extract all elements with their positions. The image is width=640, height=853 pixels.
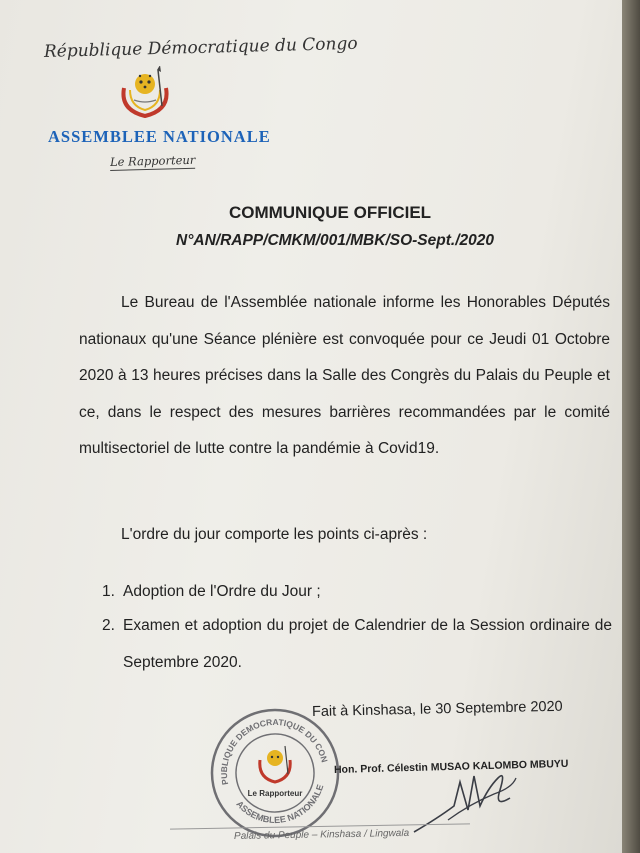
official-stamp — [208, 706, 342, 840]
stamp-top-text: REPUBLIQUE DEMOCRATIQUE DU CONGO — [218, 716, 330, 786]
page-shadow-edge — [622, 0, 640, 853]
communique-title: COMMUNIQUE OFFICIEL — [228, 203, 432, 222]
agenda-item — [102, 573, 612, 610]
stamp-emblem-icon — [260, 746, 290, 782]
stamp-bottom-text: ASSEMBLEE NATIONALE — [234, 783, 326, 826]
office-title: Le Rapporteur — [109, 152, 196, 169]
agenda-intro: L'ordre du jour comporte les points ci-après : — [121, 526, 428, 543]
republic-heading: République Démocratique du Congo — [43, 33, 358, 62]
agenda-item — [102, 607, 612, 681]
leopard-emblem-icon — [110, 66, 180, 122]
institution-name: ASSEMBLEE NATIONALE — [48, 127, 271, 146]
signatory-name: Hon. Prof. Célestin MUSAO KALOMBO MBUYU — [333, 757, 569, 776]
agenda-item-text: Adoption de l'Ordre du Jour ; — [123, 583, 321, 600]
agenda-item-number: 1. — [102, 583, 115, 600]
place-date: Fait à Kinshasa, le 30 Septembre 2020 — [311, 698, 563, 720]
agenda-item-text: Examen et adoption du projet de Calendrier de la Session ordinaire de Septembre 2020. — [123, 617, 612, 671]
communique-body: Le Bureau de l'Assemblée nationale informe les Honorables Députés nationaux qu'une Séance plénière est convoquée pour ce Jeudi 01 Octobre 2020 à 13 heures précises dans la Salle des Congrès du Palais du Peuple et ce, dans le respect des mesures barrières recommandées par le comité multisectoriel de lutte contre la pandémie à Covid19. — [79, 294, 610, 457]
footer-address: Palais du Peuple – Kinshasa / Lingwala — [233, 827, 410, 842]
svg-text:REPUBLIQUE DEMOCRATIQUE DU CON — [208, 706, 330, 789]
stamp-center-text: Le Rapporteur — [247, 789, 303, 798]
agenda-item-number: 2. — [102, 617, 115, 634]
communique-reference: N°AN/RAPP/CMKM/001/MBK/SO-Sept./2020 — [176, 232, 494, 249]
